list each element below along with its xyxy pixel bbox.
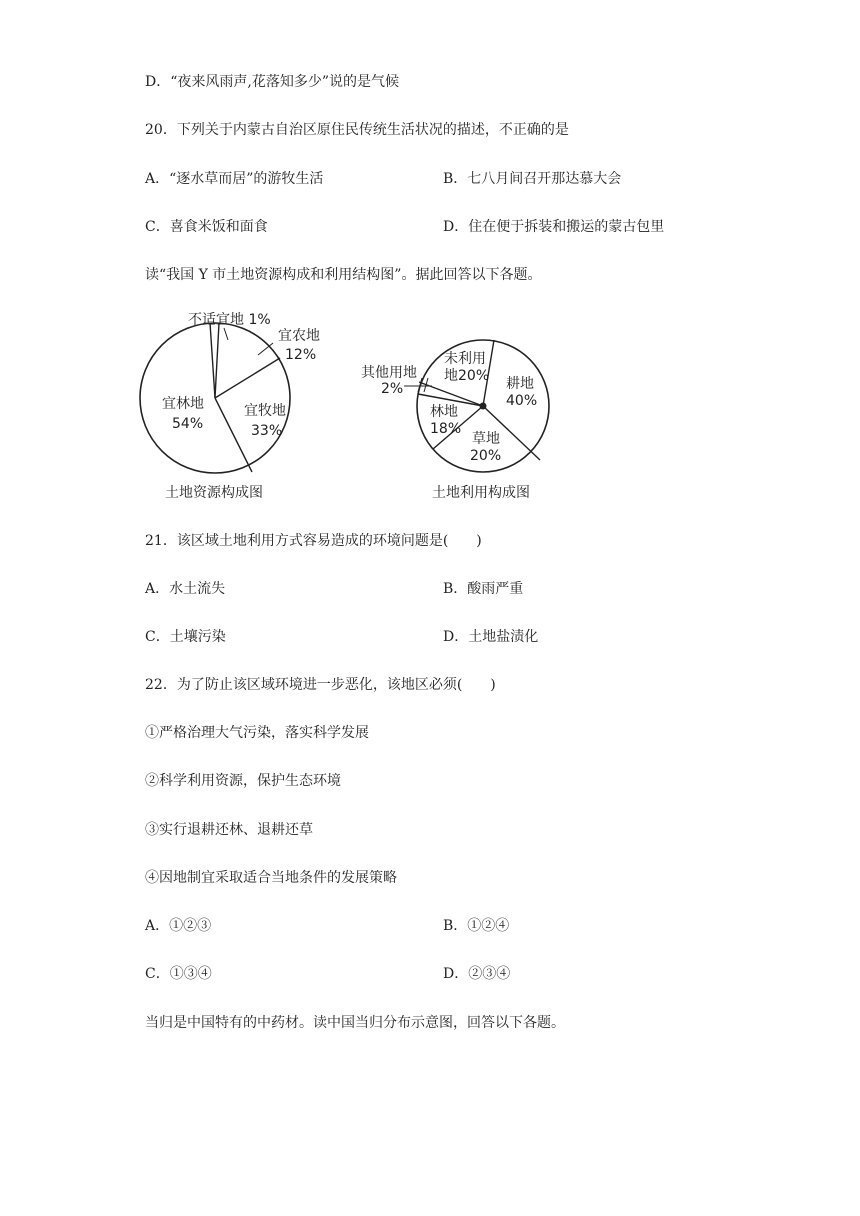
unsuitable-leader <box>224 328 228 340</box>
wood-pct-label: 18% <box>430 421 462 437</box>
resource-divider-3 <box>215 358 280 398</box>
q22-option-a: A．①②③ <box>145 918 212 934</box>
resource-caption: 土地资源构成图 <box>165 485 263 501</box>
unused-name-label: 未利用 <box>444 351 486 367</box>
q21-option-a: A．水土流失 <box>145 581 226 597</box>
q22-item-2: ②科学利用资源，保护生态环境 <box>145 773 341 789</box>
forest-name-label: 宜林地 <box>162 396 204 412</box>
q21-option-c: C．土壤污染 <box>145 629 226 645</box>
q20-option-d: D．住在便于拆装和搬运的蒙古包里 <box>443 219 665 235</box>
usage-caption: 土地利用构成图 <box>432 485 530 501</box>
q20-option-b: B．七八月间召开那达慕大会 <box>443 171 622 187</box>
unsuitable-label: 不适宜地 1% <box>188 312 271 328</box>
q22-item-4: ④因地制宜采取适合当地条件的发展策略 <box>145 870 397 886</box>
usage-pie-center <box>480 403 487 410</box>
agri-name-label: 宜农地 <box>278 328 320 344</box>
usage-pie <box>361 340 549 501</box>
pasture-pct-label: 33% <box>251 423 283 439</box>
cropland-pct-label: 40% <box>506 393 538 409</box>
q21-option-b: B．酸雨严重 <box>443 581 524 597</box>
cropland-name-label: 耕地 <box>506 376 534 392</box>
figure-intro: 读“我国 Y 市土地资源构成和利用结构图”。据此回答以下各题。 <box>145 267 542 283</box>
q22-option-d: D．②③④ <box>443 966 511 982</box>
unused-pct-label: 地20% <box>444 368 490 384</box>
other-tick-1 <box>418 378 422 392</box>
other-name-label: 其他用地 <box>361 365 417 381</box>
q21-stem: 21．该区域土地利用方式容易造成的环境问题是( ) <box>145 533 482 549</box>
grass-name-label: 草地 <box>472 431 500 447</box>
forest-pct-label: 54% <box>172 416 204 432</box>
resource-pie <box>140 311 320 501</box>
q22-item-1: ①严格治理大气污染，落实科学发展 <box>145 725 369 741</box>
q22-item-3: ③实行退耕还林、退耕还草 <box>145 822 313 838</box>
q21-option-d: D．土地盐渍化 <box>443 629 539 645</box>
resource-divider-2 <box>215 323 219 398</box>
grass-pct-label: 20% <box>470 448 502 464</box>
q22-option-c: C．①③④ <box>145 966 212 982</box>
q20-stem: 20．下列关于内蒙古自治区原住民传统生活状况的描述，不正确的是 <box>145 122 569 138</box>
wood-name-label: 林地 <box>430 404 458 420</box>
q20-option-c: C．喜食米饭和面食 <box>145 219 268 235</box>
resource-divider-1 <box>210 323 215 398</box>
q22-option-b: B．①②④ <box>443 918 510 934</box>
next-section-intro: 当归是中国特有的中药材。读中国当归分布示意图，回答以下各题。 <box>145 1015 565 1031</box>
q19-option-d: D．“夜来风雨声,花落知多少”说的是气候 <box>145 74 399 90</box>
other-pct-label: 2% <box>381 381 404 397</box>
q20-option-a: A．“逐水草而居”的游牧生活 <box>145 171 324 187</box>
q22-stem: 22．为了防止该区域环境进一步恶化，该地区必须( ) <box>145 677 496 693</box>
pasture-name-label: 宜牧地 <box>244 403 286 419</box>
land-figure <box>0 300 860 510</box>
agri-pct-label: 12% <box>285 347 317 363</box>
